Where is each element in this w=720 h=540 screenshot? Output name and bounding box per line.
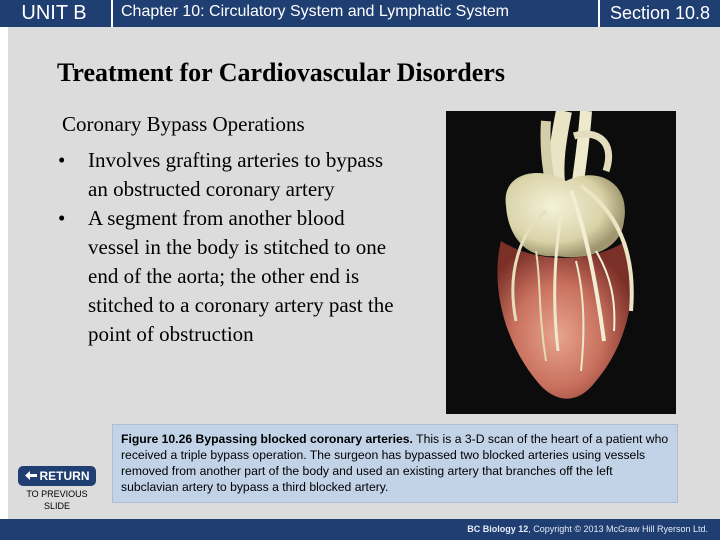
bullet-marker: • — [58, 206, 66, 230]
bullet-item — [58, 204, 398, 349]
header-bar — [0, 0, 720, 27]
return-arrow-icon — [25, 466, 37, 486]
footer-bar — [0, 519, 720, 540]
bullet-marker: • — [58, 148, 66, 172]
caption-title: Figure 10.26 Bypassing blocked coronary arteries. — [121, 432, 413, 446]
footer-copyright-text: , Copyright © 2013 McGraw Hill Ryerson Ltd. — [528, 524, 708, 534]
figure-caption — [112, 424, 678, 503]
heart-illustration — [446, 111, 676, 414]
footer-copyright — [467, 519, 708, 540]
caption-text: This is a 3-D scan of the heart of a patient who received a triple bypass operation. The surgeon has bypassed two blocked arteries using vessels removed from another part of the body and used an existing artery that branches off the left subclavian artery to bypass a third blocked artery. — [121, 432, 669, 494]
bullet-item — [58, 146, 398, 204]
heart-scan-image — [446, 111, 676, 414]
bullet-list — [58, 146, 398, 349]
return-button[interactable] — [18, 466, 96, 486]
unit-label: UNIT B — [21, 2, 87, 24]
slide-title: Treatment for Cardiovascular Disorders — [57, 58, 505, 87]
return-label: RETURN — [39, 469, 90, 483]
bullet-text: Involves grafting arteries to bypass an obstructed coronary artery — [88, 148, 384, 201]
bullet-text: A segment from another blood vessel in the body is stitched to one end of the aorta; the other end is stitched to a coronary artery past the point of obstruction — [88, 206, 394, 346]
subheading: Coronary Bypass Operations — [62, 112, 305, 136]
return-sub-line-2: SLIDE — [43, 501, 70, 511]
footer-course: BC Biology 12 — [467, 524, 529, 534]
return-sub-line-1: TO PREVIOUS — [26, 489, 88, 499]
chapter-title: Chapter 10: Circulatory System and Lymphatic System — [111, 0, 600, 27]
section-label: Section 10.8 — [610, 3, 711, 23]
return-caption — [14, 488, 100, 512]
